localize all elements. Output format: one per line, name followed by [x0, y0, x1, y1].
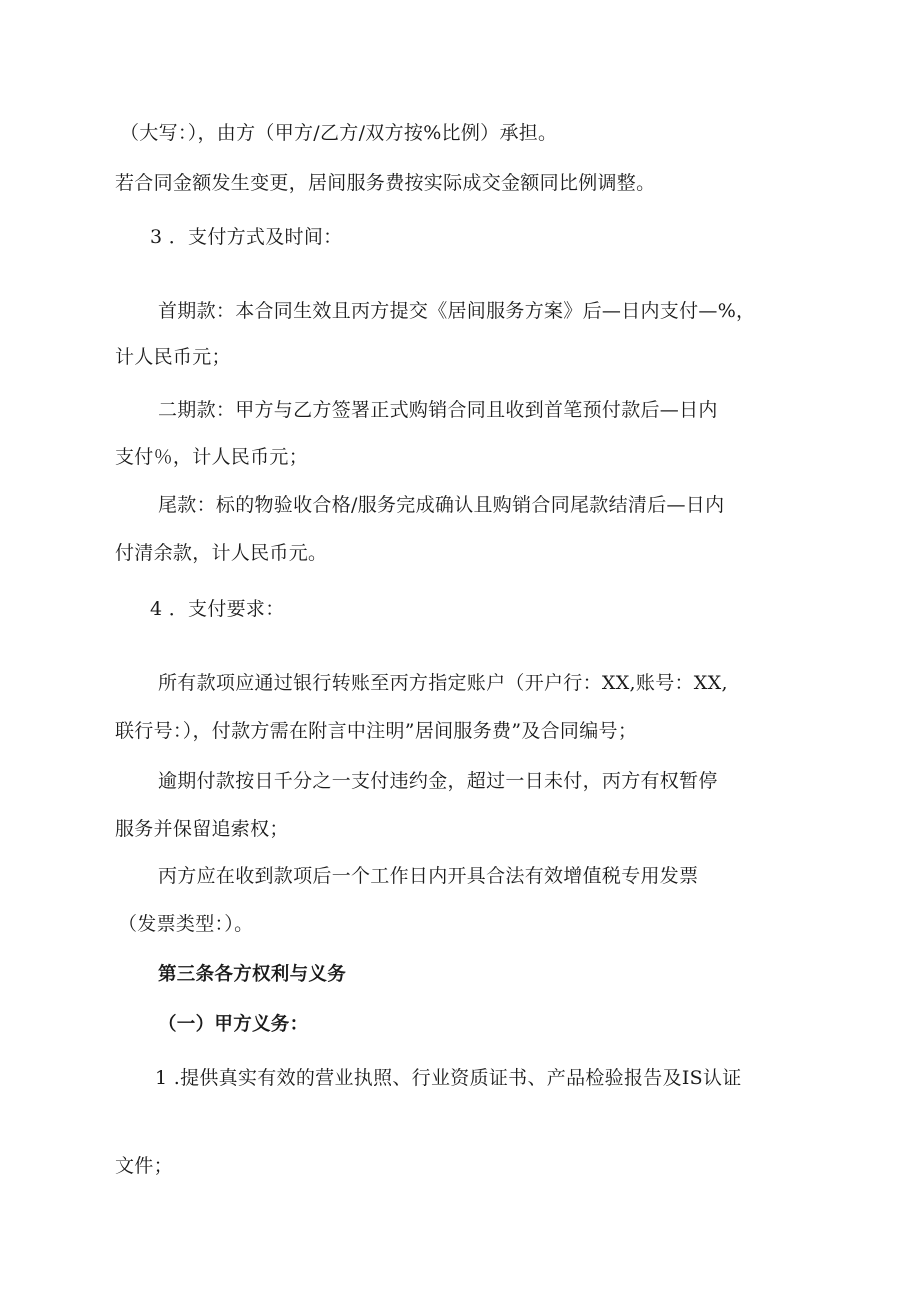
late-payment-rights-line: 服务并保留追索权； — [115, 818, 289, 840]
obligation-one-line: 1 .提供真实有效的营业执照、行业资质证书、产品检验报告及IS认证 — [155, 1067, 742, 1089]
party-a-obligations-heading: （一）甲方义务： — [158, 1014, 309, 1035]
bank-transfer-line: 所有款项应通过银行转账至丙方指定账户（开户行：XX,账号：XX, — [158, 672, 728, 694]
amount-change-line: 若合同金额发生变更，居间服务费按实际成交金额同比例调整。 — [115, 172, 656, 194]
article-three-heading: 第三条各方权利与义务 — [158, 964, 347, 985]
first-payment-amount-line: 计人民币元； — [115, 346, 231, 368]
payment-requirements-heading: 4 ．支付要求： — [150, 598, 285, 620]
final-payment-amount-line: 付清余款，计人民币元。 — [115, 542, 328, 564]
payment-method-heading: 3 ．支付方式及时间： — [150, 226, 343, 248]
invoice-line: 丙方应在收到款项后一个工作日内开具合法有效增值税专用发票 — [158, 865, 699, 887]
fee-bearer-line: （大写：），由方（甲方/乙方/双方按%比例）承担。 — [120, 122, 558, 144]
invoice-type-line: （发票类型：）。 — [118, 913, 254, 935]
bank-transfer-note-line: 联行号：），付款方需在附言中注明”居间服务费”及合同编号； — [115, 720, 638, 742]
final-payment-line: 尾款：标的物验收合格/服务完成确认且购销合同尾款结清后—日内 — [158, 494, 725, 516]
late-payment-line: 逾期付款按日千分之一支付违约金，超过一日未付，丙方有权暂停 — [158, 770, 718, 792]
second-payment-line: 二期款：甲方与乙方签署正式购销合同且收到首笔预付款后—日内 — [158, 399, 718, 421]
first-payment-line: 首期款：本合同生效且丙方提交《居间服务方案》后—日内支付—%， — [158, 300, 756, 322]
obligation-one-continuation: 文件； — [115, 1155, 173, 1177]
second-payment-amount-line: 支付％，计人民币元； — [115, 446, 309, 468]
